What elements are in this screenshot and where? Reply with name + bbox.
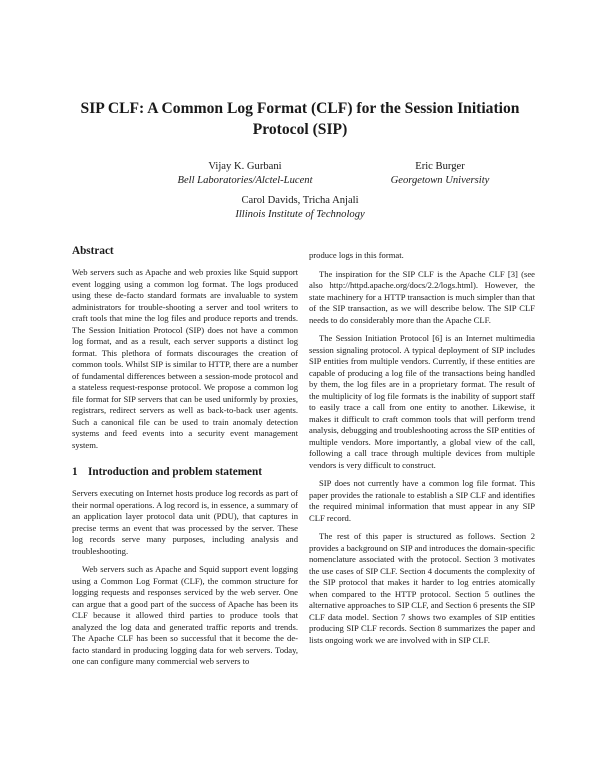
author-affiliation: Illinois Institute of Technology xyxy=(235,209,365,220)
abstract-heading: Abstract xyxy=(72,245,114,257)
author-affiliation: Georgetown University xyxy=(390,175,490,186)
right-column xyxy=(309,250,535,646)
paragraph: Web servers such as Apache and Squid support event logging using a Common Log Format (CLF), the common structure for logging requests and responses serviced by the web server. One can argue that a good part of the success of Apache has been its CLF because it allowed third parties to produce tools that analyzed the log data and generated traffic reports and trends. The Apache CLF has been so successful that it become the de-facto standard in producing logging data for web servers. Today, one can configure many commercial web servers to xyxy=(72,564,298,666)
section-title: Introduction and problem statement xyxy=(88,466,262,478)
author-affiliation: Bell Laboratories/Alctel-Lucent xyxy=(177,175,313,186)
author-block-2 xyxy=(360,160,520,188)
author-name: Carol Davids, Tricha Anjali xyxy=(241,195,359,206)
section-number: 1 xyxy=(72,466,78,478)
author-name: Eric Burger xyxy=(415,161,465,172)
paragraph: The Session Initiation Protocol [6] is an Internet multimedia session signaling protocol. A typical deployment of SIP includes SIP entities from multiple vendors. Currently, if these entities are capable of producing a log file of the transactions being handled by them, the log files are in a proprietary format. The result of the multiplicity of log file formats is the inability of support staff to easily trace a call from one entity to another. Likewise, it makes it difficult to craft common tools that will perform trend analysis, debugging and troubleshooting across the SIP entities of multiple vendors. More importantly, a global view of the call, following a call trace through multiple devices from multiple vendors is very difficult to construct. xyxy=(309,333,535,470)
paragraph: Servers executing on Internet hosts produce log records as part of their normal operations. A log record is, in essence, a summary of an application layer protocol data unit (PDU), that captures in precise terms an event that was processed by the server. These log records serve many purposes, including analysis and troubleshooting. xyxy=(72,488,298,556)
section-heading xyxy=(72,465,298,479)
paragraph: The rest of this paper is structured as follows. Section 2 provides a background on SIP and introduces the domain-specific nomenclature associated with the protocol. Section 3 motivates the use cases of SIP CLF. Section 4 documents the complexity of the SIP protocol that makes it harder to log entries atomically when compared to the HTTP protocol. Section 5 outlines the alternative approaches to SIP CLF, and Section 6 presents the SIP CLF data model. Section 7 shows two examples of SIP entities producing SIP CLF records. Section 8 summarizes the paper and lists ongoing work we are involved with in SIP CLF. xyxy=(309,531,535,645)
author-name: Vijay K. Gurbani xyxy=(208,161,282,172)
paragraph-continuation: produce logs in this format. xyxy=(309,250,404,260)
author-block-1 xyxy=(150,160,340,188)
paragraph: The inspiration for the SIP CLF is the Apache CLF [3] (see also http://httpd.apache.org/docs/2.2/logs.html). However, the state machinery for a HTTP transaction is much simpler than that of the SIP transaction, as we will describe below. The SIP CLF needs to do considerably more than the Apache CLF. xyxy=(309,268,535,325)
paper-title: SIP CLF: A Common Log Format (CLF) for the Session Initiation Protocol (SIP) xyxy=(80,100,520,138)
abstract-text: Web servers such as Apache and web proxies like Squid support event logging using a common log format. The logs produced using these de-facto standard formats are invaluable to system administrators for trouble-shooting a server and tool writers to craft tools that mine the log files and produce reports and trends. The Session Initiation Protocol (SIP) does not have a common log format, and as a result, each server supports a distinct log format. This plethora of formats discourages the creation of common tools. Whilst SIP is similar to HTTP, there are a number of fundamental differences between a session-mode protocol and a stateless request-response protocol. We propose a common log file format for SIP servers that can be used uniformly by proxies, registrars, redirect servers as well as back-to-back user agents. Such a canonical file can be used to train anomaly detection systems and feed events into a security event management system. xyxy=(72,267,298,450)
author-block-3 xyxy=(200,194,400,222)
paragraph: SIP does not currently have a common log file format. This paper provides the rationale to establish a SIP CLF and identifies the required minimal information that must appear in any SIP CLF record. xyxy=(309,478,535,523)
left-column xyxy=(72,244,298,668)
